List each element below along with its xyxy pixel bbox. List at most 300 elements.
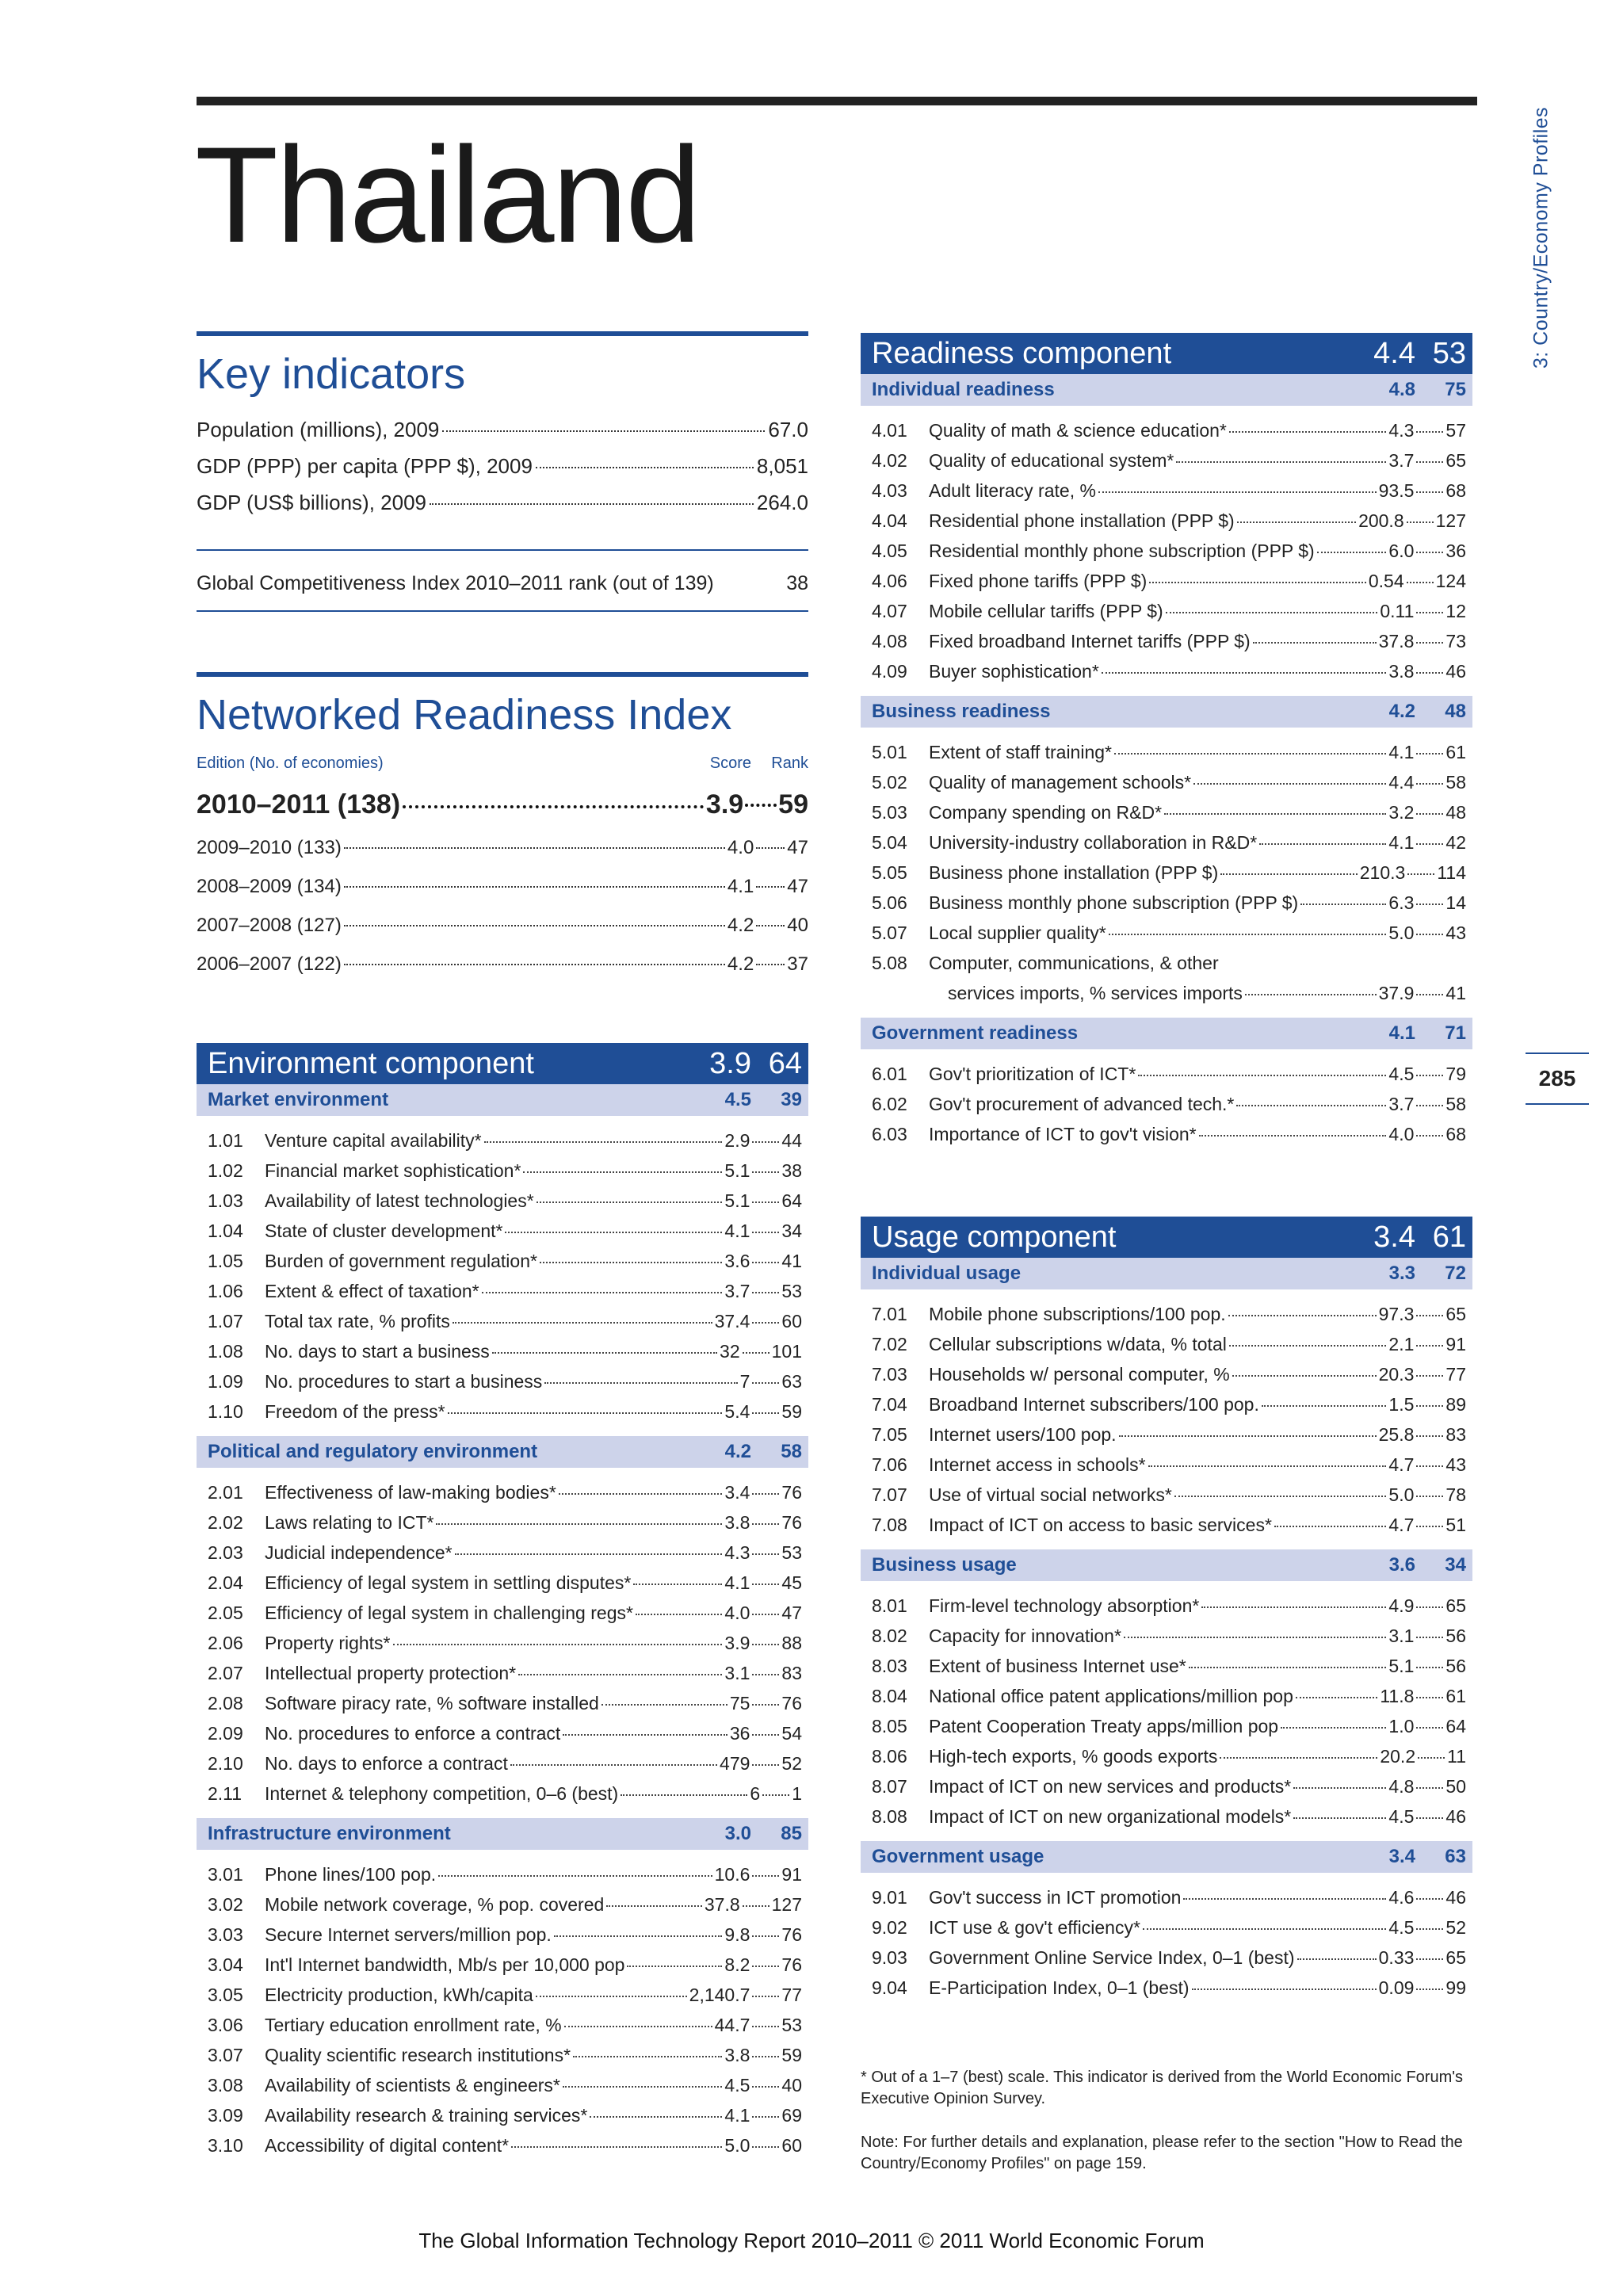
leader-dots	[1416, 1667, 1443, 1668]
indicator-score: 4.3	[724, 1542, 750, 1563]
indicator-rank: 76	[781, 1512, 802, 1533]
indicator-rank: 52	[781, 1753, 802, 1774]
leader-dots	[752, 1292, 779, 1293]
indicator-rank: 59	[781, 2045, 802, 2065]
indicator-row	[197, 1538, 808, 1568]
leader-dots	[1236, 1105, 1386, 1106]
indicator-rank: 76	[781, 1482, 802, 1503]
leader-dots	[752, 2086, 779, 2088]
leader-dots	[762, 1794, 789, 1796]
indicator-label: Business phone installation (PPP $)	[929, 862, 1219, 883]
leader-dots	[1245, 994, 1377, 995]
indicator-row	[861, 1591, 1472, 1621]
leader-dots	[752, 2056, 779, 2057]
leader-dots	[1416, 1345, 1443, 1347]
indicator-label: No. days to enforce a contract	[265, 1753, 508, 1774]
indicator-score: 4.4	[1388, 772, 1415, 793]
leader-dots	[510, 1764, 717, 1766]
indicator-number: 4.07	[872, 601, 907, 621]
indicator-row	[197, 1396, 808, 1427]
indicator-score: 3.8	[1388, 661, 1415, 682]
indicator-score: 11.8	[1380, 1686, 1415, 1706]
indicator-rank: 114	[1437, 862, 1466, 883]
indicator-row	[197, 2100, 808, 2130]
leader-dots	[1183, 1898, 1386, 1900]
indicator-number: 8.07	[872, 1776, 907, 1797]
leader-dots	[1416, 1988, 1443, 1990]
leader-dots	[1166, 612, 1378, 613]
nri-history-row: 2008–2009 (134) 4.1 47	[197, 876, 808, 897]
indicator-label: Electricity production, kWh/capita	[265, 1985, 533, 2005]
subindex-rank: 85	[781, 1823, 802, 1844]
indicator-list	[861, 1873, 1472, 2012]
indicator-row	[861, 1089, 1472, 1119]
indicator-row	[197, 1366, 808, 1396]
indicator-row	[861, 827, 1472, 858]
indicator-row	[197, 1889, 808, 1920]
leader-dots	[752, 1412, 779, 1414]
component-name: Readiness component	[872, 336, 1172, 370]
indicator-label: Fixed phone tariffs (PPP $)	[929, 571, 1148, 591]
indicator-score: 5.1	[724, 1190, 750, 1211]
indicator-label: Residential monthly phone subscription (PPP $)	[929, 541, 1315, 561]
indicator-score: 5.0	[724, 2135, 750, 2156]
indicator-row	[861, 948, 1472, 978]
indicator-rank: 46	[1445, 661, 1466, 682]
indicator-label: Government Online Service Index, 0–1 (best)	[929, 1947, 1295, 1968]
indicator-score: 25.8	[1378, 1424, 1415, 1445]
indicator-label: Efficiency of legal system in challenging regs*	[265, 1603, 633, 1623]
subindex-name: Individual readiness	[872, 379, 1055, 400]
indicator-score: 210.3	[1359, 862, 1406, 883]
subindex-name: Market environment	[208, 1089, 389, 1110]
subindex-score: 3.6	[1388, 1554, 1415, 1576]
subindex-header	[861, 1258, 1472, 1289]
indicator-label: Tertiary education enrollment rate, %	[265, 2015, 562, 2035]
indicator-number: 2.06	[208, 1633, 243, 1653]
indicator-row	[861, 797, 1472, 827]
leader-dots	[448, 1412, 723, 1414]
subindex-rank: 63	[1445, 1846, 1466, 1867]
indicator-rank: 41	[781, 1251, 802, 1271]
leader-dots	[1416, 1526, 1443, 1527]
indicator-label: Accessibility of digital content*	[265, 2135, 510, 2156]
leader-dots	[1253, 642, 1377, 644]
indicator-rank: 101	[771, 1341, 802, 1362]
leader-dots	[1416, 1075, 1443, 1076]
indicator-row	[861, 1882, 1472, 1912]
divider	[197, 610, 808, 612]
leader-dots	[752, 1141, 779, 1143]
indicator-score: 4.0	[724, 1603, 750, 1623]
indicator-rank: 43	[1445, 923, 1466, 943]
indicator-rank: 14	[1445, 892, 1466, 913]
subindex-rank: 34	[1445, 1554, 1466, 1576]
indicator-score: 6.0	[1388, 541, 1415, 561]
indicator-number: 2.08	[208, 1693, 243, 1713]
leader-dots	[1416, 1465, 1443, 1467]
indicator-label: Intellectual property protection*	[265, 1663, 517, 1683]
indicator-label: Int'l Internet bandwidth, Mb/s per 10,000 pop	[265, 1954, 625, 1975]
indicator-label: Capacity for innovation*	[929, 1626, 1121, 1646]
leader-dots	[1416, 1958, 1443, 1960]
indicator-label: Extent & effect of taxation*	[265, 1281, 479, 1301]
indicator-rank: 45	[781, 1572, 802, 1593]
indicator-rank: 76	[781, 1954, 802, 1975]
nri-history-row: 2007–2008 (127) 4.2 40	[197, 915, 808, 936]
leader-dots	[1102, 672, 1387, 674]
indicator-number: 7.04	[872, 1394, 907, 1415]
key-indicators-title: Key indicators	[197, 331, 808, 400]
indicator-row	[197, 2130, 808, 2160]
indicator-row	[197, 2070, 808, 2100]
indicator-number: 9.04	[872, 1977, 907, 1998]
indicator-rank: 61	[1445, 1686, 1466, 1706]
indicator-number: 4.05	[872, 541, 907, 561]
leader-dots	[1148, 1465, 1387, 1467]
key-indicator-row: GDP (US$ billions), 2009 264.0	[197, 491, 808, 514]
indicator-row	[197, 1246, 808, 1276]
leader-dots	[752, 1201, 779, 1203]
environment-component	[197, 1043, 808, 2170]
leader-dots	[752, 2026, 779, 2027]
indicator-row	[861, 626, 1472, 656]
indicator-row	[197, 1778, 808, 1809]
indicator-number: 7.03	[872, 1364, 907, 1385]
leader-dots	[492, 1352, 717, 1354]
indicator-label: Internet access in schools*	[929, 1454, 1146, 1475]
indicator-number: 3.05	[208, 1985, 243, 2005]
indicator-rank: 52	[1445, 1917, 1466, 1938]
indicator-row	[861, 1943, 1472, 1973]
indicator-rank: 127	[1435, 510, 1466, 531]
indicator-number: 5.05	[872, 862, 907, 883]
indicator-number: 4.04	[872, 510, 907, 531]
indicator-number: 9.03	[872, 1947, 907, 1968]
indicator-row	[861, 566, 1472, 596]
indicator-list	[861, 1289, 1472, 1549]
leader-dots	[752, 1382, 779, 1384]
subindex-rank: 75	[1445, 379, 1466, 400]
indicator-label: Effectiveness of law-making bodies*	[265, 1482, 556, 1503]
leader-dots	[752, 1935, 779, 1937]
indicator-label: Cellular subscriptions w/data, % total	[929, 1334, 1227, 1354]
leader-dots	[1229, 431, 1387, 433]
indicator-label: Burden of government regulation*	[265, 1251, 537, 1271]
top-rule	[197, 97, 1477, 105]
indicator-number: 6.03	[872, 1124, 907, 1144]
indicator-score: 4.8	[1388, 1776, 1415, 1797]
subindex-score: 4.1	[1388, 1022, 1415, 1044]
indicator-score: 3.1	[1388, 1626, 1415, 1646]
indicator-row	[861, 918, 1472, 948]
indicator-rank: 63	[781, 1371, 802, 1392]
indicator-rank: 54	[781, 1723, 802, 1744]
indicator-score: 37.8	[704, 1894, 740, 1915]
indicator-label: Gov't prioritization of ICT*	[929, 1064, 1136, 1084]
indicator-rank: 60	[781, 1311, 802, 1331]
indicator-row	[861, 1419, 1472, 1450]
indicator-score: 97.3	[1378, 1304, 1415, 1324]
leader-dots	[1416, 552, 1443, 553]
indicator-row	[197, 1156, 808, 1186]
component-name: Environment component	[208, 1046, 534, 1080]
indicator-number: 2.09	[208, 1723, 243, 1744]
indicator-row	[861, 1450, 1472, 1480]
subindex-score: 3.4	[1388, 1846, 1415, 1867]
indicator-rank: 56	[1445, 1626, 1466, 1646]
indicator-rank: 77	[1445, 1364, 1466, 1385]
indicator-score: 75	[729, 1693, 750, 1713]
indicator-row	[197, 1920, 808, 1950]
indicator-list	[197, 1850, 808, 2170]
indicator-row	[861, 476, 1472, 506]
indicator-label: Company spending on R&D*	[929, 802, 1163, 823]
indicator-row	[197, 1859, 808, 1889]
indicator-number: 3.02	[208, 1894, 243, 1915]
indicator-rank: 91	[1445, 1334, 1466, 1354]
leader-dots	[1228, 1315, 1377, 1316]
leader-dots	[752, 1493, 779, 1495]
leader-dots	[1416, 783, 1443, 785]
indicator-label: No. days to start a business	[265, 1341, 490, 1362]
indicator-number: 3.04	[208, 1954, 243, 1975]
indicator-score: 4.1	[724, 2105, 750, 2126]
leader-dots	[1220, 873, 1358, 875]
indicator-number: 3.09	[208, 2105, 243, 2126]
leader-dots	[1416, 753, 1443, 755]
leader-dots	[1297, 1958, 1377, 1960]
indicator-score: 3.7	[1388, 1094, 1415, 1114]
leader-dots	[563, 2086, 723, 2088]
page-number: 285	[1526, 1052, 1589, 1105]
indicator-label: Patent Cooperation Treaty apps/million pop	[929, 1716, 1279, 1736]
leader-dots	[752, 1171, 779, 1173]
indicator-score: 4.5	[1388, 1064, 1415, 1084]
indicator-number: 9.02	[872, 1917, 907, 1938]
indicator-number: 4.08	[872, 631, 907, 651]
indicator-score: 37.8	[1378, 631, 1415, 651]
indicator-rank: 44	[781, 1130, 802, 1151]
leader-dots	[1407, 521, 1434, 523]
indicator-number: 8.02	[872, 1626, 907, 1646]
indicator-row-continued	[861, 978, 1472, 1008]
leader-dots	[559, 1493, 723, 1495]
indicator-row	[197, 1507, 808, 1538]
indicator-score: 32	[720, 1341, 740, 1362]
indicator-row	[861, 1651, 1472, 1681]
indicator-row	[197, 1628, 808, 1658]
indicator-score: 5.0	[1388, 923, 1415, 943]
nri-history-row: 2006–2007 (122) 4.2 37	[197, 953, 808, 975]
indicator-rank: 65	[1445, 450, 1466, 471]
indicator-score: 20.2	[1380, 1746, 1416, 1767]
leader-dots	[627, 1966, 722, 1967]
indicator-label: Internet users/100 pop.	[929, 1424, 1117, 1445]
indicator-label: Importance of ICT to gov't vision*	[929, 1124, 1197, 1144]
indicator-score: 0.09	[1378, 1977, 1415, 1998]
indicator-row	[861, 445, 1472, 476]
leader-dots	[1201, 1606, 1386, 1608]
leader-dots	[743, 1905, 769, 1907]
indicator-row	[861, 1711, 1472, 1741]
leader-dots	[1229, 1345, 1387, 1347]
indicator-label: High-tech exports, % goods exports	[929, 1746, 1218, 1767]
leader-dots	[752, 1523, 779, 1525]
leader-dots	[752, 1966, 779, 1967]
indicator-number: 2.11	[208, 1783, 242, 1804]
indicator-row	[861, 1973, 1472, 2003]
indicator-label: Financial market sophistication*	[265, 1160, 521, 1181]
indicator-rank: 48	[1445, 802, 1466, 823]
leader-dots	[455, 1553, 723, 1555]
indicator-score: 9.8	[724, 1924, 750, 1945]
indicator-row	[197, 1477, 808, 1507]
indicator-score: 7	[739, 1371, 750, 1392]
subindex-header	[861, 1018, 1472, 1049]
indicator-number: 4.06	[872, 571, 907, 591]
indicator-score: 6	[750, 1783, 761, 1804]
leader-dots	[743, 1352, 769, 1354]
component-rank: 61	[1432, 1220, 1466, 1254]
leader-dots	[752, 1875, 779, 1877]
component-score: 3.4	[1373, 1220, 1415, 1254]
indicator-label: Use of virtual social networks*	[929, 1484, 1172, 1505]
subindex-header	[861, 1841, 1472, 1873]
indicator-rank: 73	[1445, 631, 1466, 651]
leader-dots	[1416, 1817, 1443, 1819]
subindex-score: 4.8	[1388, 379, 1415, 400]
indicator-score: 4.1	[724, 1221, 750, 1241]
indicator-label: University-industry collaboration in R&D*	[929, 832, 1258, 853]
leader-dots	[1281, 1727, 1386, 1729]
leader-dots	[1164, 813, 1386, 815]
page-footer: The Global Information Technology Report 2010–2011 © 2011 World Economic Forum	[418, 2229, 1205, 2252]
indicator-number: 3.01	[208, 1864, 243, 1885]
leader-dots	[1262, 1405, 1387, 1407]
leader-dots	[1416, 1637, 1443, 1638]
nri-history-row: 2009–2010 (133) 4.0 47	[197, 837, 808, 858]
indicator-row	[197, 1658, 808, 1688]
leader-dots	[752, 1704, 779, 1706]
subindex-header	[197, 1436, 808, 1468]
indicator-number: 2.05	[208, 1603, 243, 1623]
indicator-row	[861, 415, 1472, 445]
leader-dots	[1193, 783, 1386, 785]
indicator-number: 1.07	[208, 1311, 243, 1331]
leader-dots	[1407, 873, 1434, 875]
indicator-rank: 78	[1445, 1484, 1466, 1505]
indicator-label: Mobile cellular tariffs (PPP $)	[929, 601, 1163, 621]
indicator-number: 2.07	[208, 1663, 243, 1683]
indicator-row	[197, 2040, 808, 2070]
indicator-rank: 1	[792, 1783, 802, 1804]
component-header	[197, 1043, 808, 1084]
indicator-row	[861, 858, 1472, 888]
nri-title: Networked Readiness Index	[197, 672, 808, 741]
indicator-rank: 124	[1435, 571, 1466, 591]
indicator-rank: 57	[1445, 420, 1466, 441]
indicator-score: 0.11	[1380, 601, 1415, 621]
subindex-header	[197, 1084, 808, 1116]
indicator-row	[861, 1801, 1472, 1832]
component-name: Usage component	[872, 1220, 1117, 1254]
leader-dots	[1274, 1526, 1387, 1527]
indicator-number: 1.01	[208, 1130, 243, 1151]
indicator-score: 3.6	[724, 1251, 750, 1271]
indicator-number: 1.10	[208, 1401, 243, 1422]
indicator-number: 8.06	[872, 1746, 907, 1767]
indicator-score: 4.1	[1388, 742, 1415, 762]
indicator-row	[861, 1510, 1472, 1540]
indicator-score: 4.6	[1388, 1887, 1415, 1908]
indicator-number: 9.01	[872, 1887, 907, 1908]
indicator-row	[197, 1336, 808, 1366]
indicator-rank: 65	[1445, 1947, 1466, 1968]
leader-dots	[752, 1734, 779, 1736]
indicator-label: Judicial independence*	[265, 1542, 453, 1563]
leader-dots	[1416, 612, 1443, 613]
leader-dots	[1416, 461, 1443, 463]
indicator-score: 3.1	[724, 1663, 750, 1683]
indicator-score: 8.2	[724, 1954, 750, 1975]
indicator-row	[861, 1741, 1472, 1771]
leader-dots	[752, 1553, 779, 1555]
indicator-score: 6.3	[1388, 892, 1415, 913]
indicator-label: Adult literacy rate, %	[929, 480, 1096, 501]
indicator-score: 4.7	[1388, 1515, 1415, 1535]
indicator-label: National office patent applications/million pop	[929, 1686, 1293, 1706]
indicator-score: 4.5	[1388, 1806, 1415, 1827]
indicator-label: Impact of ICT on new organizational models*	[929, 1806, 1292, 1827]
indicator-row	[197, 1718, 808, 1748]
indicator-label: Extent of business Internet use*	[929, 1656, 1186, 1676]
indicator-score: 3.4	[724, 1482, 750, 1503]
indicator-rank: 127	[771, 1894, 802, 1915]
leader-dots	[1220, 1757, 1377, 1759]
indicator-number: 8.04	[872, 1686, 907, 1706]
indicator-label: Freedom of the press*	[265, 1401, 445, 1422]
leader-dots	[1416, 813, 1443, 815]
indicator-score: 1.5	[1388, 1394, 1415, 1415]
indicator-label: Quality of management schools*	[929, 772, 1192, 793]
leader-dots	[752, 1262, 779, 1263]
indicator-rank: 46	[1445, 1806, 1466, 1827]
leader-dots	[482, 1292, 723, 1293]
indicator-row	[197, 1186, 808, 1216]
footnote-note: Note: For further details and explanation, please refer to the section "How to Read the Country/Economy Profiles" on page 159.	[861, 2134, 1463, 2172]
leader-dots	[1293, 1787, 1386, 1789]
indicator-label: Internet & telephony competition, 0–6 (best)	[265, 1783, 619, 1804]
indicator-rank: 58	[1445, 772, 1466, 793]
leader-dots	[1416, 1105, 1443, 1106]
indicator-number: 7.02	[872, 1334, 907, 1354]
subindex-score: 3.0	[724, 1823, 751, 1844]
indicator-label: Availability of scientists & engineers*	[265, 2075, 560, 2095]
indicator-score: 3.7	[1388, 450, 1415, 471]
indicator-rank: 53	[781, 1542, 802, 1563]
leader-dots	[1416, 994, 1443, 995]
indicator-number: 3.10	[208, 2135, 243, 2156]
leader-dots	[633, 1584, 722, 1585]
indicator-number: 4.03	[872, 480, 907, 501]
indicator-score: 4.0	[1388, 1124, 1415, 1144]
indicator-rank: 56	[1445, 1656, 1466, 1676]
indicator-score: 3.8	[724, 2045, 750, 2065]
subindex-name: Business usage	[872, 1554, 1017, 1576]
leader-dots	[1416, 1787, 1443, 1789]
footnote-star: * Out of a 1–7 (best) scale. This indicator is derived from the World Economic Forum's Executive Opinion Survey.	[861, 2069, 1464, 2107]
